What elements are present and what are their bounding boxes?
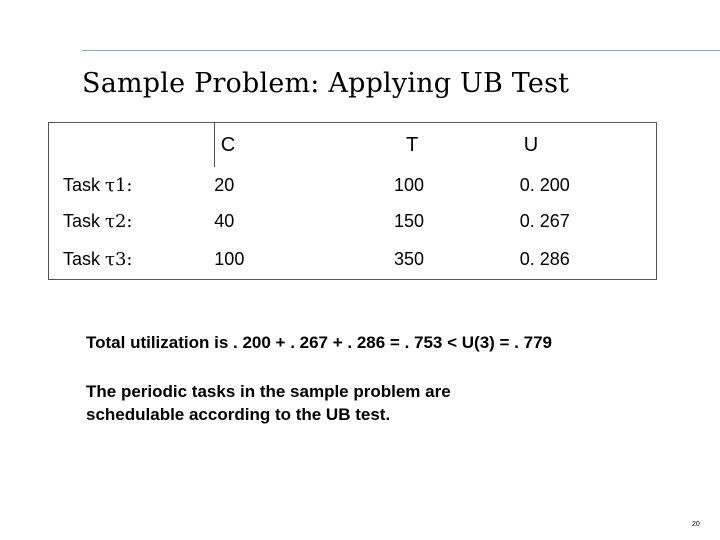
conclusion-line-2: schedulable according to the UB test. <box>86 405 391 424</box>
table-header-row <box>49 123 657 168</box>
table-row <box>49 203 657 239</box>
title-rule <box>82 50 720 51</box>
tau-symbol: τ <box>105 248 115 270</box>
page-number: 20 <box>692 521 700 528</box>
table-header-u: U <box>523 133 539 156</box>
task-name-cell <box>49 167 215 203</box>
c-value: 100 <box>214 248 245 269</box>
tau-symbol: τ <box>105 174 115 196</box>
table-row <box>49 239 657 280</box>
c-value: 40 <box>214 210 235 231</box>
t-value: 100 <box>393 174 424 195</box>
table-header-c: C <box>220 133 236 156</box>
u-value: 0. 267 <box>519 210 570 231</box>
task-number: 3: <box>114 248 133 270</box>
task-number: 1: <box>114 174 133 196</box>
slide-title: Sample Problem: Applying UB Test <box>82 68 570 99</box>
c-value: 20 <box>214 174 235 195</box>
t-value: 150 <box>393 210 424 231</box>
conclusion-line-1: The periodic tasks in the sample problem are <box>86 382 451 401</box>
task-name-cell <box>49 239 215 280</box>
task-number: 2: <box>114 210 133 232</box>
task-prefix: Task <box>63 174 106 195</box>
table-row <box>49 167 657 203</box>
table-header-t: T <box>405 133 419 156</box>
total-utilization-text: Total utilization is . 200 + . 267 + . 286 = . 753 < U(3) = . 779 <box>86 333 552 352</box>
table-header-corner <box>49 123 215 168</box>
u-value: 0. 286 <box>519 248 570 269</box>
conclusion-text <box>86 380 586 426</box>
tau-symbol: τ <box>105 210 115 232</box>
task-prefix: Task <box>63 210 106 231</box>
task-name-cell <box>49 203 215 239</box>
u-value: 0. 200 <box>519 174 570 195</box>
t-value: 350 <box>393 248 424 269</box>
utilization-table <box>48 122 657 280</box>
task-prefix: Task <box>63 248 106 269</box>
